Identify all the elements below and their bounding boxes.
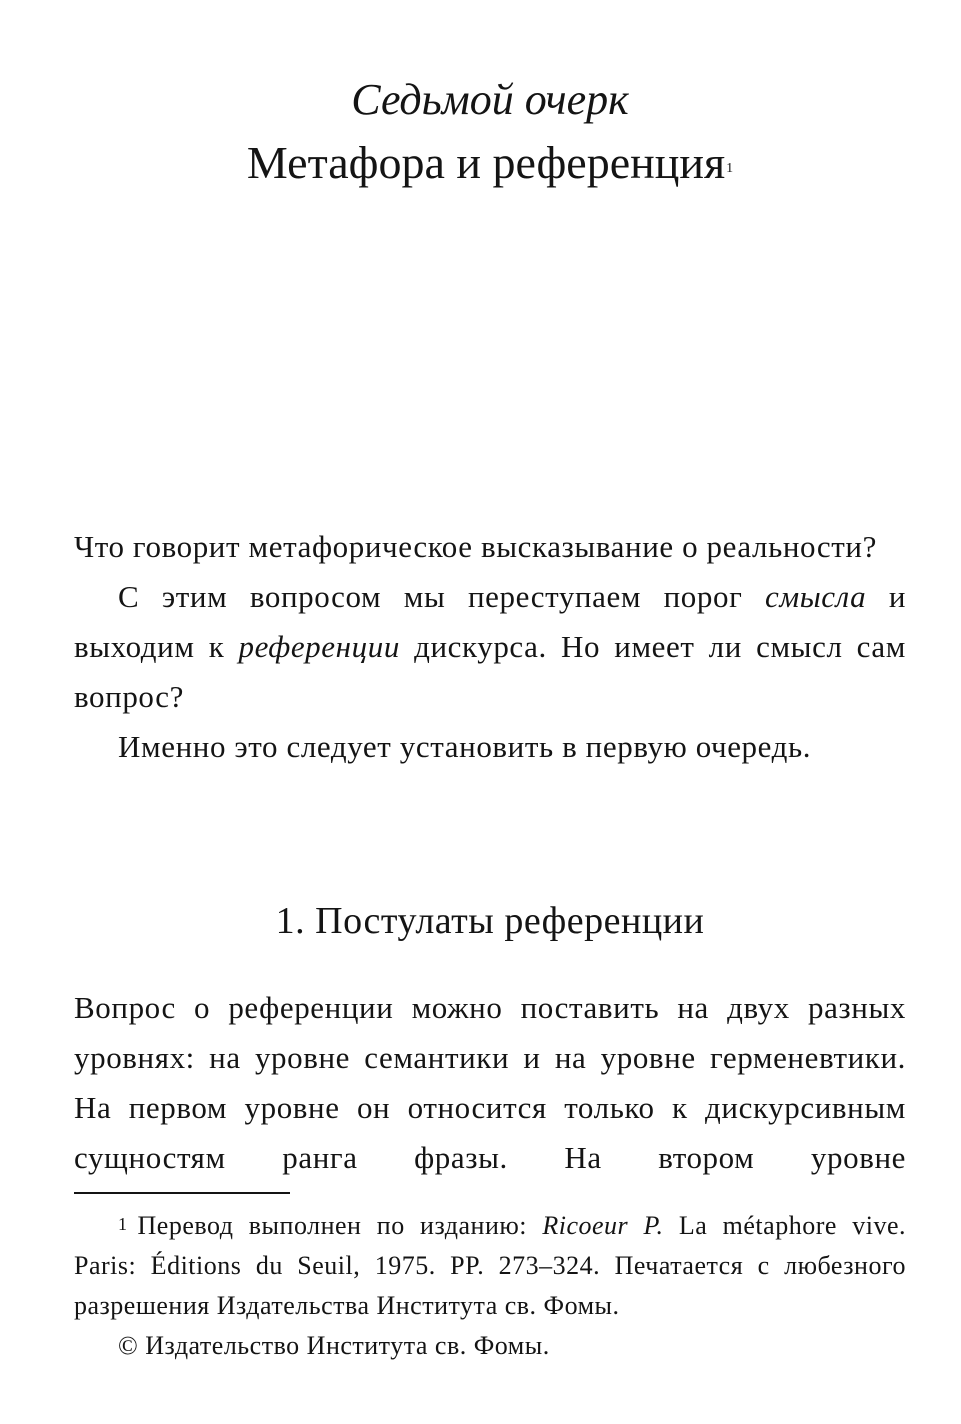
section-heading: 1. Постулаты референции (275, 900, 705, 942)
footnote-divider (74, 1192, 290, 1194)
intro-paragraph-3: Именно это следует установить в первую очередь. (118, 729, 812, 764)
intro-p2-part-a: С этим вопросом мы переступаем порог (118, 579, 765, 614)
intro-paragraph-1: Что говорит метафорическое высказывание о реальности? (74, 529, 877, 564)
intro-p2-part-b: и выходим к (74, 579, 907, 664)
footnote-1 (74, 1206, 906, 1326)
intro-paragraph-2 (74, 572, 906, 722)
chapter-title (74, 134, 906, 192)
footnotes (74, 1206, 906, 1366)
chapter-title-text: Метафора и референция (246, 137, 726, 188)
footnote-text-b: La métaphore vive. Paris: Éditions du Seuil, 1975. PP. 273–324. Печатается с любезного разрешения Издательства Института св. Фомы. (74, 1211, 906, 1320)
intro-text (74, 522, 906, 772)
section-body (74, 983, 906, 1183)
book-page (74, 0, 906, 1424)
intro-p2-part-c: дискурса. Но имеет ли смысл сам вопрос? (74, 629, 906, 714)
footnote-number: 1 (118, 1214, 128, 1234)
section-paragraph-1: Вопрос о референции можно поставить на двух разных уровнях: на уровне семантики и на уровне герменевтики. На первом уровне он относится только к дискурсивным сущностям ранга фразы. На втором уровне (74, 990, 906, 1175)
footnote-text-a: Перевод выполнен по изданию: (137, 1211, 543, 1240)
footnote-copyright: © Издательство Института св. Фомы. (118, 1331, 550, 1360)
chapter-label: Седьмой очерк (351, 75, 629, 124)
footnote-reference[interactable]: 1 (726, 161, 734, 176)
footnote-author: Ricoeur P. (542, 1211, 664, 1240)
emphasis-sense: смысла (764, 579, 867, 614)
emphasis-reference: референции (238, 629, 400, 664)
